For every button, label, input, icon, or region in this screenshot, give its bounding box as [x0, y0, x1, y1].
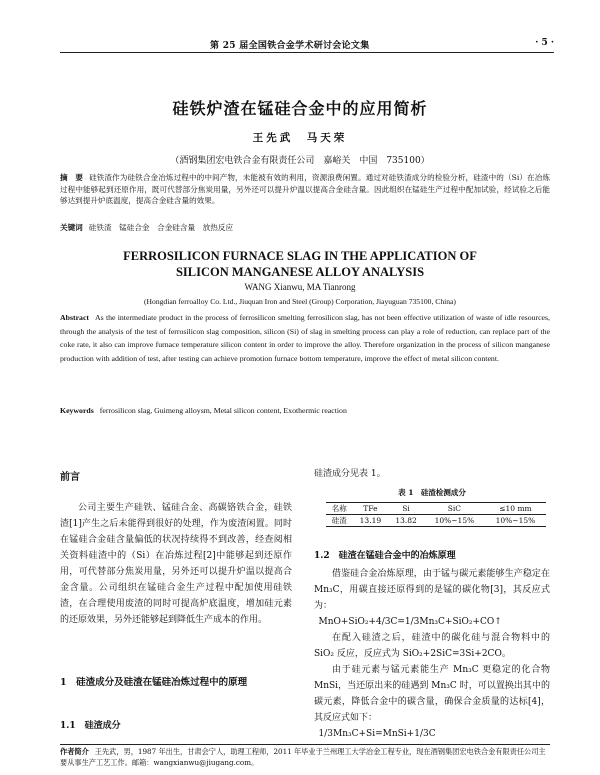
table-cell: 10%~15% — [495, 516, 536, 525]
abstract-label: 摘 要 — [60, 173, 84, 182]
table-row — [326, 515, 546, 527]
table-header-cell: ≤10 mm — [499, 504, 532, 513]
table-intro-text: 硅渣成分见表 1。 — [314, 469, 386, 479]
table-header-cell: TFe — [363, 504, 378, 513]
keywords-text: 硅铁渣 锰硅合金 合金硅含量 放热反应 — [88, 223, 234, 232]
table-cell: 硅渣 — [331, 516, 347, 525]
table-cell: 10%~15% — [434, 516, 475, 525]
section-1-2-heading: 1.2 硅渣在锰硅合金中的冶炼原理 — [314, 551, 456, 561]
affiliation-chinese: （酒钢集团宏电铁合金有限责任公司 嘉峪关 中国 735100） — [170, 156, 430, 166]
footnote-text: 王先武，男，1987 年出生，甘肃会宁人，助理工程师，2011 年毕业于兰州理工大学冶金工程专业，现在酒钢集团宏电铁合金有限责任公司主要从事生产工艺工作。邮箱：wangxianwu@jiugang.com。 — [60, 747, 546, 767]
abstract-en-text: As the intermediate product in the process of ferrosilicon smelting ferrosilicon slag, has not been effective utilization of waste of idle resources, through the analysis of the test of ferrosilicon slag composition, silicon (Si) of slag in smelting process can play a role of reduction, can replace part of the coke rate, it also can improve furnace temperature silicon content in order to improve the alloy. Therefore organization in the process of silicon manganese production with addition of test, after testing can achieve promotion furnace bottom temperature, improve the effect of metal silicon content. — [60, 313, 550, 363]
abstract-chinese — [60, 172, 550, 207]
section-1-2-body — [314, 566, 550, 742]
keywords-en-text: ferrosilicon slag, Guimeng alloysm, Metal silicon content, Exothermic reaction — [99, 406, 347, 415]
table-title: 表 1 硅渣检测成分 — [398, 488, 466, 497]
table-cell: 13.82 — [395, 516, 417, 525]
preface-paragraph: 公司主要生产硅铁、锰硅合金、高碳铬铁合金，硅铁渣[1]产生之后未能得到很好的处理，作为废渣闲置。同时在锰硅合金硅含量偏低的状况持续得不到改善，经查阅相关资料硅渣中的（Si）在冶炼过程[2]中能够起到还原作用，可代替部分焦炭用量，另外还可以提升炉温以提高合金含量。公司组织在锰硅合金生产过程中配加使用硅铁渣，在合理使用废渣的同时可提高炉底温度，增加硅元素的还原效果，另外还能够起到降低生产成本的作用。 — [60, 503, 292, 625]
title-english — [0, 248, 600, 280]
table-header-row — [326, 503, 546, 515]
header-title: 第 25 届全国铁合金学术研讨会论文集 — [210, 41, 370, 51]
body-paragraph: 由于硅元素与锰元素能生产 Mn₃C 更稳定的化合物 MnSi，当还原出来的硅遇到 Mn₃C 时，可以置换出其中的碳元素，降低合金中的碳含量，确保合金质量的达标[4]，其反应式如下： — [314, 665, 550, 723]
equation-1: MnO+SiO₂+4/3C=1/3Mn₃C+SiO₂+CO↑ — [318, 617, 502, 627]
preface-body — [60, 500, 292, 628]
table-header-cell: 名称 — [331, 504, 347, 513]
abstract-en-label: Abstract — [60, 313, 90, 322]
composition-table — [326, 502, 546, 527]
title-english-line2: SILICON MANGANESE ALLOY ANALYSIS — [175, 265, 425, 279]
running-header — [60, 38, 554, 52]
keywords-label: 关键词 — [60, 223, 83, 232]
authors-english: WANG Xianwu, MA Tianrong — [244, 282, 356, 292]
body-paragraph: 借鉴硅合金冶炼原理，由于锰与碳元素能够生产稳定在 Mn₃C，用碳直接还原得到的是锰的碳化物[3]，其反应式为： — [314, 569, 550, 611]
table-header-cell: Si — [402, 504, 410, 513]
affiliation-english: (Hongdian ferroalloy Co. Ltd., Jiuquan Iron and Steel (Group) Corporation, Jiayuguan 735100, China) — [144, 297, 456, 306]
preface-heading: 前言 — [60, 472, 80, 483]
header-rule — [60, 52, 554, 53]
author-footnote — [60, 746, 550, 768]
abstract-text: 硅铁渣作为硅铁合金冶炼过程中的中间产物，未能被有效的利用，资源浪费闲置。通过对硅铁渣成分的检验分析，硅渣中的（Si）在冶炼过程中能够起到还原作用，既可代替部分焦炭用量，另外还可以提升炉温以提高合金硅含量。因此组织在锰硅生产过程中配加试验，经试验之后能够达到提升炉底温度，提高合金硅含量的效果。 — [60, 173, 551, 205]
body-paragraph: 在配入硅渣之后，硅渣中的碳化硅与混合物料中的 SiO₂ 反应，反应式为 SiO₂+2SiC=3Si+2CO。 — [314, 633, 550, 659]
title-chinese: 硅铁炉渣在锰硅合金中的应用简析 — [172, 99, 428, 118]
keywords-en-label: Keywords — [60, 406, 94, 415]
section-1-1-heading: 1.1 硅渣成分 — [60, 721, 121, 731]
abstract-english — [60, 311, 550, 365]
footnote-rule — [60, 744, 550, 745]
page-number: · 5 · — [535, 38, 554, 48]
footnote-label: 作者简介 — [60, 747, 89, 756]
authors-chinese: 王先武 马天荣 — [252, 132, 348, 144]
section-1-heading: 1 硅渣成分及硅渣在锰硅冶炼过程中的原理 — [60, 677, 248, 688]
keywords-chinese — [60, 222, 550, 234]
keywords-english — [60, 406, 550, 415]
title-english-line1: FERROSILICON FURNACE SLAG IN THE APPLICATION OF — [123, 249, 477, 263]
table-header-cell: SiC — [447, 504, 462, 513]
table-cell: 13.19 — [359, 516, 382, 525]
equation-2: 1/3Mn₃C+Si=MnSi+1/3C — [318, 729, 436, 739]
